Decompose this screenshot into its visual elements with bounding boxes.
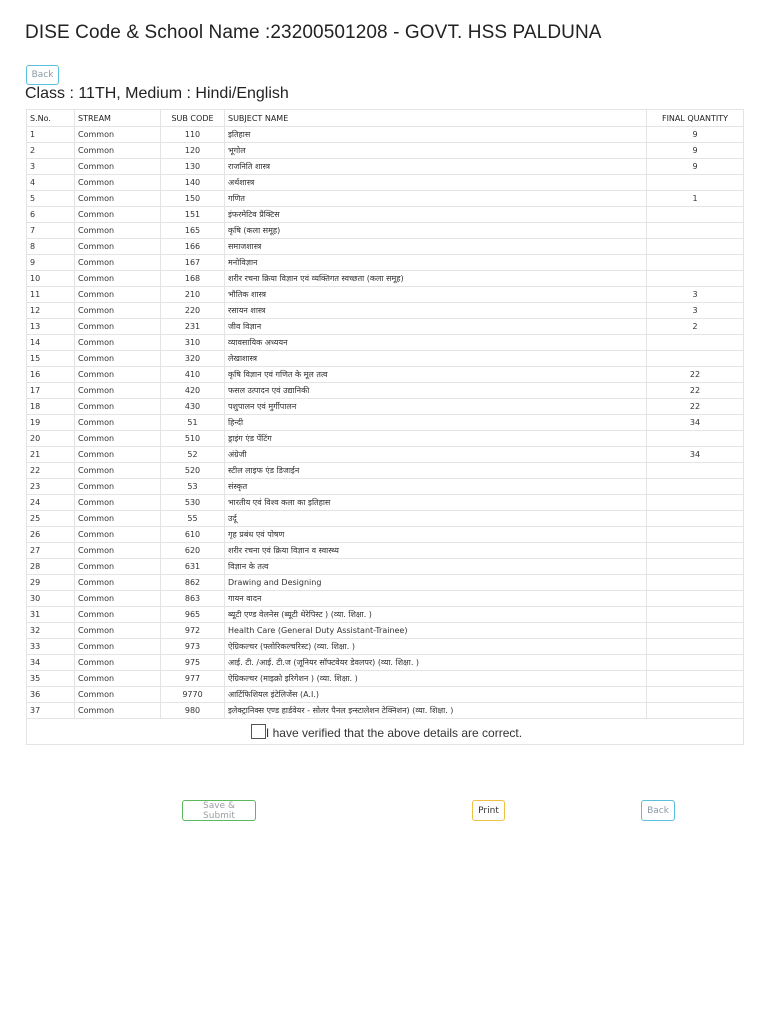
table-row bbox=[27, 431, 744, 447]
final-quantity-cell bbox=[647, 207, 744, 223]
sno-cell: 3 bbox=[27, 159, 75, 175]
table-row bbox=[27, 559, 744, 575]
stream-cell: Common bbox=[75, 543, 161, 559]
stream-cell: Common bbox=[75, 399, 161, 415]
final-quantity-cell bbox=[647, 239, 744, 255]
stream-cell: Common bbox=[75, 447, 161, 463]
final-quantity-cell bbox=[647, 511, 744, 527]
subject-name-cell: जीव विज्ञान bbox=[225, 319, 647, 335]
sno-cell: 29 bbox=[27, 575, 75, 591]
stream-cell: Common bbox=[75, 639, 161, 655]
class-title: Class : 11TH, Medium : Hindi/English bbox=[25, 85, 289, 102]
table-row bbox=[27, 159, 744, 175]
final-quantity-cell bbox=[647, 559, 744, 575]
table-row bbox=[27, 687, 744, 703]
sno-cell: 21 bbox=[27, 447, 75, 463]
verify-checkbox[interactable] bbox=[251, 724, 266, 739]
final-quantity-cell bbox=[647, 495, 744, 511]
final-quantity-cell bbox=[647, 623, 744, 639]
sno-cell: 10 bbox=[27, 271, 75, 287]
page-title: DISE Code & School Name :23200501208 - GOVT. HSS PALDUNA bbox=[25, 22, 602, 43]
table-row bbox=[27, 319, 744, 335]
table-row bbox=[27, 399, 744, 415]
table-row bbox=[27, 655, 744, 671]
sno-cell: 16 bbox=[27, 367, 75, 383]
table-row bbox=[27, 351, 744, 367]
sub-code-cell: 610 bbox=[161, 527, 225, 543]
sub-code-cell: 620 bbox=[161, 543, 225, 559]
sub-code-cell: 140 bbox=[161, 175, 225, 191]
subject-name-cell: गणित bbox=[225, 191, 647, 207]
sno-cell: 6 bbox=[27, 207, 75, 223]
sub-code-cell: 52 bbox=[161, 447, 225, 463]
table-row bbox=[27, 367, 744, 383]
stream-cell: Common bbox=[75, 159, 161, 175]
subject-name-cell: इंफरमेटिव प्रैक्टिस bbox=[225, 207, 647, 223]
subject-name-cell: पशुपालन एवं मुर्गीपालन bbox=[225, 399, 647, 415]
final-quantity-cell bbox=[647, 575, 744, 591]
sub-code-cell: 120 bbox=[161, 143, 225, 159]
table-row bbox=[27, 175, 744, 191]
sub-code-cell: 520 bbox=[161, 463, 225, 479]
table-row bbox=[27, 383, 744, 399]
sno-cell: 7 bbox=[27, 223, 75, 239]
final-quantity-cell bbox=[647, 255, 744, 271]
subject-name-cell: गायन वादन bbox=[225, 591, 647, 607]
table-row bbox=[27, 575, 744, 591]
stream-cell: Common bbox=[75, 239, 161, 255]
sno-cell: 37 bbox=[27, 703, 75, 719]
sub-code-cell: 410 bbox=[161, 367, 225, 383]
final-quantity-cell bbox=[647, 703, 744, 719]
subject-name-cell: विज्ञान के तत्व bbox=[225, 559, 647, 575]
subject-name-cell: इलेक्ट्रानिक्स एण्ड हार्डवेयर - सोलर पैनल इन्स्टालेशन टेक्निशन) (व्या. शिक्षा. ) bbox=[225, 703, 647, 719]
sno-cell: 20 bbox=[27, 431, 75, 447]
stream-cell: Common bbox=[75, 591, 161, 607]
final-quantity-cell: 9 bbox=[647, 143, 744, 159]
final-quantity-cell: 1 bbox=[647, 191, 744, 207]
table-row bbox=[27, 239, 744, 255]
stream-cell: Common bbox=[75, 271, 161, 287]
final-quantity-cell bbox=[647, 335, 744, 351]
print-button[interactable]: Print bbox=[472, 800, 505, 821]
sub-code-cell: 53 bbox=[161, 479, 225, 495]
final-quantity-cell bbox=[647, 431, 744, 447]
stream-cell: Common bbox=[75, 175, 161, 191]
subject-name-cell: आर्टिफिशियल इंटेलिजेंस (A.I.) bbox=[225, 687, 647, 703]
final-quantity-cell: 9 bbox=[647, 127, 744, 143]
sno-cell: 17 bbox=[27, 383, 75, 399]
stream-cell: Common bbox=[75, 431, 161, 447]
column-header-sno: S.No. bbox=[27, 110, 75, 127]
sno-cell: 11 bbox=[27, 287, 75, 303]
sno-cell: 27 bbox=[27, 543, 75, 559]
stream-cell: Common bbox=[75, 575, 161, 591]
sno-cell: 18 bbox=[27, 399, 75, 415]
final-quantity-cell bbox=[647, 543, 744, 559]
table-row bbox=[27, 511, 744, 527]
stream-cell: Common bbox=[75, 207, 161, 223]
subject-name-cell: उर्दू bbox=[225, 511, 647, 527]
final-quantity-cell bbox=[647, 607, 744, 623]
final-quantity-cell bbox=[647, 479, 744, 495]
subjects-table bbox=[26, 109, 744, 745]
stream-cell: Common bbox=[75, 463, 161, 479]
stream-cell: Common bbox=[75, 255, 161, 271]
sno-cell: 34 bbox=[27, 655, 75, 671]
stream-cell: Common bbox=[75, 335, 161, 351]
subject-name-cell: फसल उत्पादन एवं उद्यानिकी bbox=[225, 383, 647, 399]
table-row bbox=[27, 303, 744, 319]
sub-code-cell: 631 bbox=[161, 559, 225, 575]
top-back-button[interactable]: Back bbox=[26, 65, 59, 85]
table-row bbox=[27, 255, 744, 271]
column-header-stream: STREAM bbox=[75, 110, 161, 127]
sub-code-cell: 168 bbox=[161, 271, 225, 287]
final-quantity-cell bbox=[647, 655, 744, 671]
table-row bbox=[27, 287, 744, 303]
verify-label: I have verified that the above details are correct. bbox=[265, 725, 523, 740]
final-quantity-cell: 22 bbox=[647, 383, 744, 399]
sub-code-cell: 310 bbox=[161, 335, 225, 351]
sno-cell: 1 bbox=[27, 127, 75, 143]
table-row bbox=[27, 639, 744, 655]
sub-code-cell: 167 bbox=[161, 255, 225, 271]
table-row bbox=[27, 703, 744, 719]
table-row bbox=[27, 447, 744, 463]
subject-name-cell: रसायन शास्त्र bbox=[225, 303, 647, 319]
stream-cell: Common bbox=[75, 191, 161, 207]
sub-code-cell: 863 bbox=[161, 591, 225, 607]
final-quantity-cell bbox=[647, 175, 744, 191]
table-header-row bbox=[27, 110, 744, 127]
final-quantity-cell: 3 bbox=[647, 287, 744, 303]
stream-cell: Common bbox=[75, 351, 161, 367]
sub-code-cell: 530 bbox=[161, 495, 225, 511]
sno-cell: 33 bbox=[27, 639, 75, 655]
subject-name-cell: लेखाशास्त्र bbox=[225, 351, 647, 367]
sno-cell: 24 bbox=[27, 495, 75, 511]
subject-name-cell: हिन्दी bbox=[225, 415, 647, 431]
subject-name-cell: ऐग्रिकल्चर (माइक्रो इरिगेशन ) (व्या. शिक्षा. ) bbox=[225, 671, 647, 687]
subject-name-cell: संस्कृत bbox=[225, 479, 647, 495]
final-quantity-cell bbox=[647, 463, 744, 479]
table-row bbox=[27, 607, 744, 623]
stream-cell: Common bbox=[75, 303, 161, 319]
sub-code-cell: 975 bbox=[161, 655, 225, 671]
table-row bbox=[27, 623, 744, 639]
table-row bbox=[27, 271, 744, 287]
subject-name-cell: अंग्रेजी bbox=[225, 447, 647, 463]
subject-name-cell: इतिहास bbox=[225, 127, 647, 143]
sub-code-cell: 150 bbox=[161, 191, 225, 207]
subject-name-cell: Health Care (General Duty Assistant-Trainee) bbox=[225, 623, 647, 639]
save-submit-button[interactable]: Save & Submit bbox=[182, 800, 256, 821]
final-quantity-cell bbox=[647, 687, 744, 703]
table-row bbox=[27, 207, 744, 223]
sno-cell: 25 bbox=[27, 511, 75, 527]
subject-name-cell: ड्राइंग एंड पेंटिंग bbox=[225, 431, 647, 447]
sno-cell: 23 bbox=[27, 479, 75, 495]
final-quantity-cell: 22 bbox=[647, 399, 744, 415]
sno-cell: 8 bbox=[27, 239, 75, 255]
sno-cell: 9 bbox=[27, 255, 75, 271]
stream-cell: Common bbox=[75, 671, 161, 687]
stream-cell: Common bbox=[75, 415, 161, 431]
column-header-subject-name: SUBJECT NAME bbox=[225, 110, 647, 127]
table-row bbox=[27, 671, 744, 687]
stream-cell: Common bbox=[75, 319, 161, 335]
final-quantity-cell bbox=[647, 271, 744, 287]
sub-code-cell: 980 bbox=[161, 703, 225, 719]
final-quantity-cell bbox=[647, 639, 744, 655]
sub-code-cell: 972 bbox=[161, 623, 225, 639]
subject-name-cell: मनोविज्ञान bbox=[225, 255, 647, 271]
sno-cell: 2 bbox=[27, 143, 75, 159]
sno-cell: 35 bbox=[27, 671, 75, 687]
table-row bbox=[27, 591, 744, 607]
table-row bbox=[27, 127, 744, 143]
sub-code-cell: 965 bbox=[161, 607, 225, 623]
sno-cell: 36 bbox=[27, 687, 75, 703]
sub-code-cell: 166 bbox=[161, 239, 225, 255]
sno-cell: 32 bbox=[27, 623, 75, 639]
final-quantity-cell: 34 bbox=[647, 415, 744, 431]
sub-code-cell: 977 bbox=[161, 671, 225, 687]
stream-cell: Common bbox=[75, 623, 161, 639]
subject-name-cell: अर्थशास्त्र bbox=[225, 175, 647, 191]
final-quantity-cell: 22 bbox=[647, 367, 744, 383]
subject-name-cell: ब्यूटी एण्ड वेलनेस (ब्यूटी थेरेपिस्ट ) (व्या. शिक्षा. ) bbox=[225, 607, 647, 623]
subject-name-cell: भारतीय एवं विश्व कला का इतिहास bbox=[225, 495, 647, 511]
final-quantity-cell: 2 bbox=[647, 319, 744, 335]
sub-code-cell: 55 bbox=[161, 511, 225, 527]
subject-name-cell: आई. टी. /आई. टी.ज (जूनियर सॉफ्टवेयर डेवलपर) (व्या. शिक्षा. ) bbox=[225, 655, 647, 671]
final-quantity-cell bbox=[647, 527, 744, 543]
final-quantity-cell: 3 bbox=[647, 303, 744, 319]
stream-cell: Common bbox=[75, 479, 161, 495]
stream-cell: Common bbox=[75, 607, 161, 623]
sno-cell: 31 bbox=[27, 607, 75, 623]
final-quantity-cell bbox=[647, 223, 744, 239]
sno-cell: 13 bbox=[27, 319, 75, 335]
stream-cell: Common bbox=[75, 223, 161, 239]
stream-cell: Common bbox=[75, 367, 161, 383]
stream-cell: Common bbox=[75, 527, 161, 543]
final-quantity-cell: 34 bbox=[647, 447, 744, 463]
sub-code-cell: 220 bbox=[161, 303, 225, 319]
back-button[interactable]: Back bbox=[641, 800, 675, 821]
subject-name-cell: Drawing and Designing bbox=[225, 575, 647, 591]
subject-name-cell: कृषि विज्ञान एवं गणित के मूल तत्व bbox=[225, 367, 647, 383]
sub-code-cell: 9770 bbox=[161, 687, 225, 703]
sno-cell: 12 bbox=[27, 303, 75, 319]
stream-cell: Common bbox=[75, 655, 161, 671]
stream-cell: Common bbox=[75, 143, 161, 159]
stream-cell: Common bbox=[75, 559, 161, 575]
table-row bbox=[27, 527, 744, 543]
sub-code-cell: 51 bbox=[161, 415, 225, 431]
stream-cell: Common bbox=[75, 703, 161, 719]
sno-cell: 28 bbox=[27, 559, 75, 575]
final-quantity-cell bbox=[647, 591, 744, 607]
table-row bbox=[27, 335, 744, 351]
sub-code-cell: 973 bbox=[161, 639, 225, 655]
table-row bbox=[27, 415, 744, 431]
sub-code-cell: 510 bbox=[161, 431, 225, 447]
table-row bbox=[27, 143, 744, 159]
stream-cell: Common bbox=[75, 287, 161, 303]
subject-name-cell: कृषि (कला समूह) bbox=[225, 223, 647, 239]
sub-code-cell: 151 bbox=[161, 207, 225, 223]
stream-cell: Common bbox=[75, 511, 161, 527]
subject-name-cell: शरीर रचना क्रिया विज्ञान एवं व्यक्तिगत स्वच्छता (कला समूह) bbox=[225, 271, 647, 287]
sno-cell: 26 bbox=[27, 527, 75, 543]
sno-cell: 30 bbox=[27, 591, 75, 607]
final-quantity-cell bbox=[647, 671, 744, 687]
sub-code-cell: 862 bbox=[161, 575, 225, 591]
column-header-sub-code: SUB CODE bbox=[161, 110, 225, 127]
table-row bbox=[27, 495, 744, 511]
sub-code-cell: 210 bbox=[161, 287, 225, 303]
sub-code-cell: 110 bbox=[161, 127, 225, 143]
subject-name-cell: भूगोल bbox=[225, 143, 647, 159]
sno-cell: 19 bbox=[27, 415, 75, 431]
table-row bbox=[27, 191, 744, 207]
sno-cell: 5 bbox=[27, 191, 75, 207]
table-row bbox=[27, 223, 744, 239]
final-quantity-cell: 9 bbox=[647, 159, 744, 175]
subject-name-cell: गृह प्रबंध एवं पोषण bbox=[225, 527, 647, 543]
subject-name-cell: स्टील लाइफ एंड डिजाईन bbox=[225, 463, 647, 479]
subject-name-cell: समाजशास्त्र bbox=[225, 239, 647, 255]
subject-name-cell: ऐग्रिकल्चर (फ्लोरिकल्चरिस्ट) (व्या. शिक्षा. ) bbox=[225, 639, 647, 655]
sub-code-cell: 420 bbox=[161, 383, 225, 399]
sub-code-cell: 165 bbox=[161, 223, 225, 239]
table-row bbox=[27, 479, 744, 495]
final-quantity-cell bbox=[647, 351, 744, 367]
sno-cell: 15 bbox=[27, 351, 75, 367]
table-row bbox=[27, 543, 744, 559]
sno-cell: 22 bbox=[27, 463, 75, 479]
subject-name-cell: शरीर रचना एवं क्रिया विज्ञान व स्वास्थ्य bbox=[225, 543, 647, 559]
subject-name-cell: व्यावसायिक अध्ययन bbox=[225, 335, 647, 351]
stream-cell: Common bbox=[75, 687, 161, 703]
stream-cell: Common bbox=[75, 383, 161, 399]
table-body bbox=[27, 127, 744, 719]
sub-code-cell: 430 bbox=[161, 399, 225, 415]
sub-code-cell: 320 bbox=[161, 351, 225, 367]
sub-code-cell: 130 bbox=[161, 159, 225, 175]
sno-cell: 14 bbox=[27, 335, 75, 351]
verify-cell bbox=[27, 719, 744, 745]
verify-row bbox=[27, 719, 744, 745]
sno-cell: 4 bbox=[27, 175, 75, 191]
subject-name-cell: राजनिति शास्त्र bbox=[225, 159, 647, 175]
sub-code-cell: 231 bbox=[161, 319, 225, 335]
stream-cell: Common bbox=[75, 127, 161, 143]
subject-name-cell: भौतिक शास्त्र bbox=[225, 287, 647, 303]
table-row bbox=[27, 463, 744, 479]
column-header-final-quantity: FINAL QUANTITY bbox=[647, 110, 744, 127]
stream-cell: Common bbox=[75, 495, 161, 511]
